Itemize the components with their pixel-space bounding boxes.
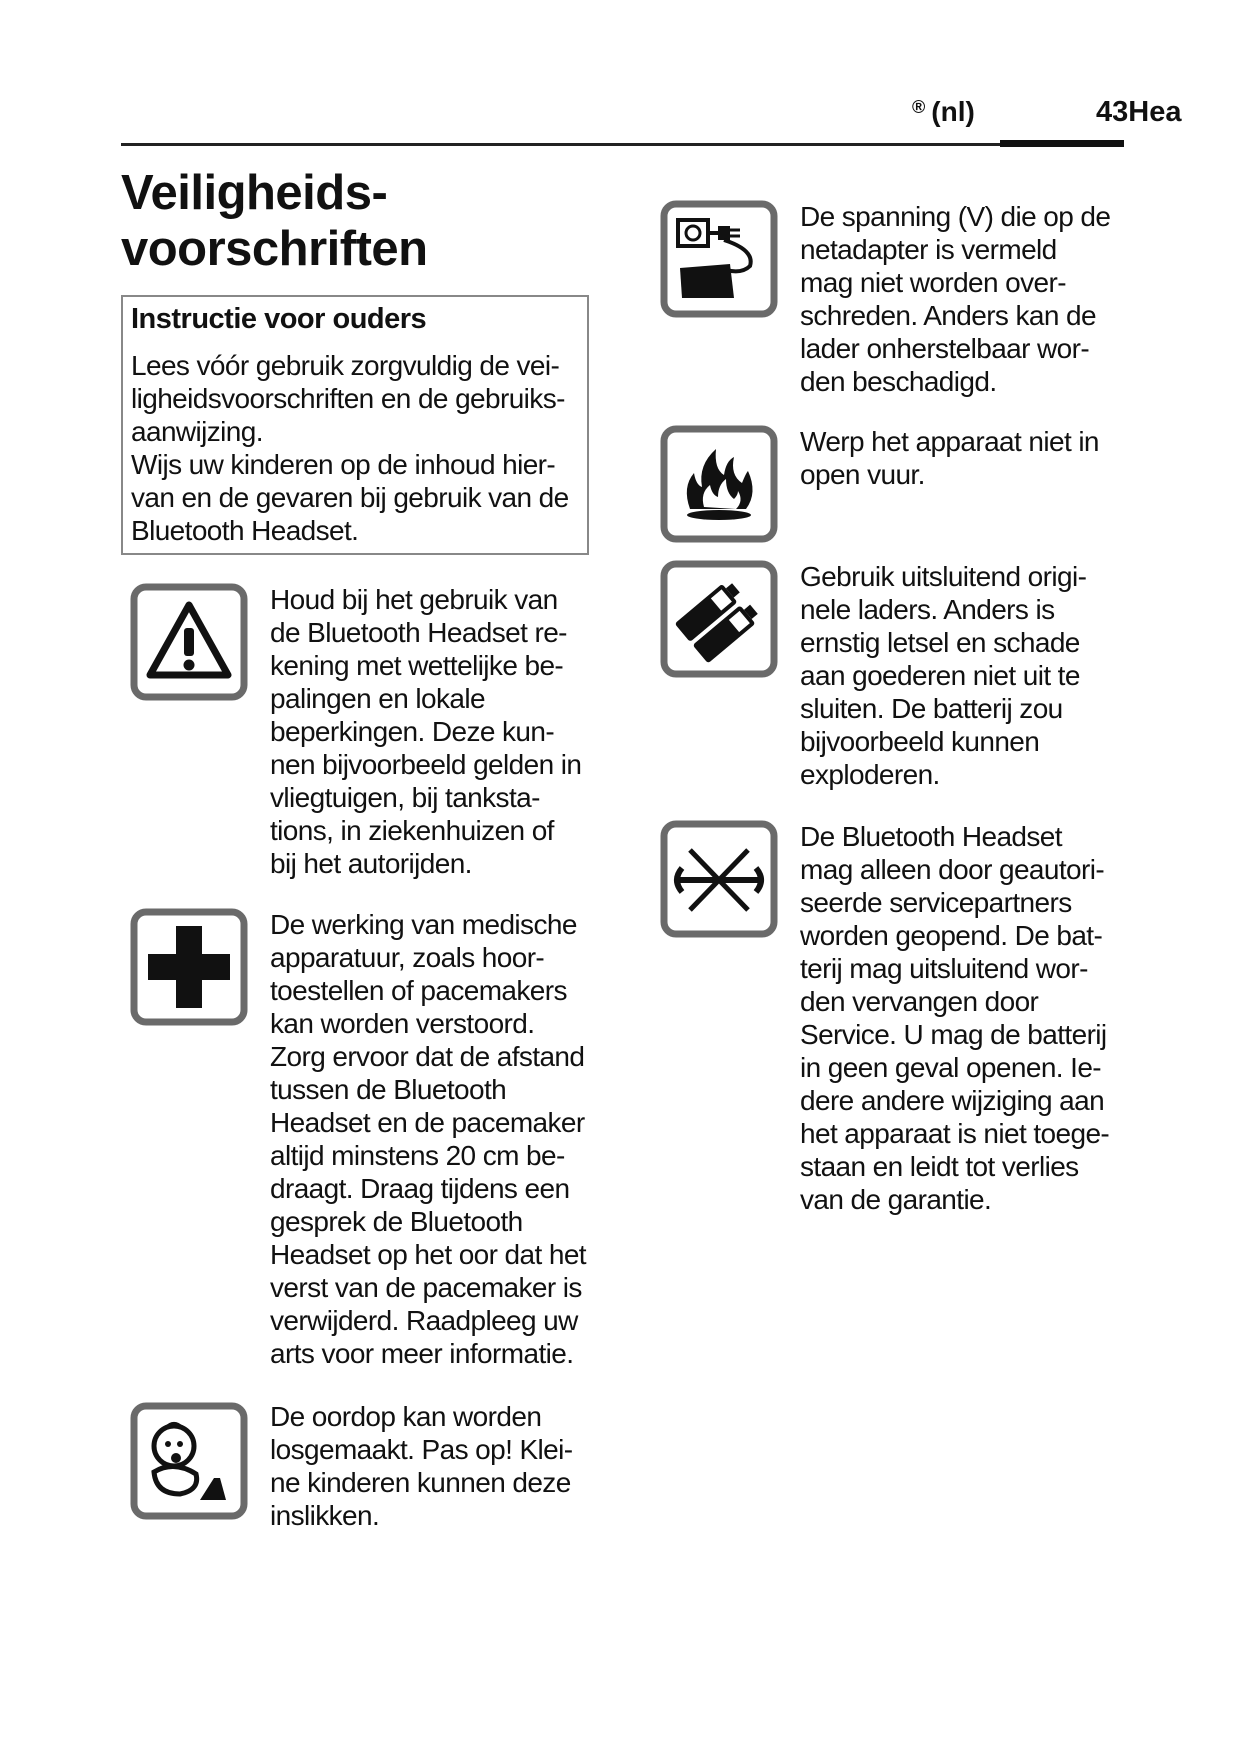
text-line: nele laders. Anders is bbox=[800, 594, 1055, 625]
text-line: seerde servicepartners bbox=[800, 887, 1072, 918]
text-line: De Bluetooth Headset bbox=[800, 821, 1062, 852]
text-line: Headset en de pacemaker bbox=[270, 1107, 585, 1138]
page-title bbox=[121, 165, 428, 277]
text-line: van en de gevaren bij gebruik van de bbox=[131, 482, 569, 513]
text-line: Houd bij het gebruik van bbox=[270, 584, 558, 615]
box-text bbox=[131, 349, 579, 547]
fire-icon bbox=[660, 425, 778, 543]
medical-text bbox=[270, 908, 586, 1370]
text-line: de Bluetooth Headset re- bbox=[270, 617, 567, 648]
text-line: het apparaat is niet toege- bbox=[800, 1118, 1110, 1149]
text-line: bijvoorbeeld kunnen bbox=[800, 726, 1040, 757]
text-line: schreden. Anders kan de bbox=[800, 300, 1096, 331]
text-line: open vuur. bbox=[800, 459, 925, 490]
text-line: Gebruik uitsluitend origi- bbox=[800, 561, 1087, 592]
medical-cross-icon bbox=[130, 908, 248, 1026]
text-line: losgemaakt. Pas op! Klei- bbox=[270, 1434, 573, 1465]
text-line: De werking van medische bbox=[270, 909, 577, 940]
chargers-text bbox=[800, 560, 1086, 791]
text-line: Wijs uw kinderen op de inhoud hier- bbox=[131, 449, 556, 480]
text-line: Zorg ervoor dat de afstand bbox=[270, 1041, 585, 1072]
text-line: in geen geval openen. Ie- bbox=[800, 1052, 1102, 1083]
text-line: verst van de pacemaker is bbox=[270, 1272, 582, 1303]
text-line: arts voor meer informatie. bbox=[270, 1338, 574, 1369]
title-line: voorschriften bbox=[121, 222, 428, 276]
text-line: van de garantie. bbox=[800, 1184, 992, 1215]
title-line: Veiligheids- bbox=[121, 166, 388, 220]
text-line: tussen de Bluetooth bbox=[270, 1074, 507, 1105]
service-text bbox=[800, 820, 1109, 1216]
child-choking-icon bbox=[130, 1402, 248, 1520]
fire-text bbox=[800, 425, 1099, 491]
regulations-text bbox=[270, 583, 581, 880]
text-line: dere andere wijziging aan bbox=[800, 1085, 1105, 1116]
text-line: Werp het apparaat niet in bbox=[800, 426, 1099, 457]
text-line: gesprek de Bluetooth bbox=[270, 1206, 523, 1237]
text-line: toestellen of pacemakers bbox=[270, 975, 567, 1006]
text-line: aan goederen niet uit te bbox=[800, 660, 1080, 691]
text-line: Service. U mag de batterij bbox=[800, 1019, 1107, 1050]
text-line: verwijderd. Raadpleeg uw bbox=[270, 1305, 578, 1336]
text-line: ne kinderen kunnen deze bbox=[270, 1467, 571, 1498]
text-line: mag alleen door geautori- bbox=[800, 854, 1105, 885]
text-line: Lees vóór gebruik zorgvuldig de vei- bbox=[131, 350, 560, 381]
text-line: den beschadigd. bbox=[800, 366, 997, 397]
header-rule-accent bbox=[1000, 140, 1124, 147]
header-rule bbox=[121, 143, 1124, 146]
text-line: ligheidsvoorschriften en de gebruiks- bbox=[131, 383, 565, 414]
text-line: Bluetooth Headset. bbox=[131, 515, 359, 546]
text-line: ernstig letsel en schade bbox=[800, 627, 1080, 658]
text-line: inslikken. bbox=[270, 1500, 380, 1531]
voltage-text bbox=[800, 200, 1110, 398]
page-number: 43Hea bbox=[1096, 96, 1182, 128]
text-line: bij het autorijden. bbox=[270, 848, 472, 879]
text-line: den vervangen door bbox=[800, 986, 1039, 1017]
no-tools-icon bbox=[660, 820, 778, 938]
text-line: altijd minstens 20 cm be- bbox=[270, 1140, 565, 1171]
text-line: De oordop kan worden bbox=[270, 1401, 542, 1432]
registered-mark: ® bbox=[912, 97, 926, 117]
text-line: kan worden verstoord. bbox=[270, 1008, 535, 1039]
text-line: staan en leidt tot verlies bbox=[800, 1151, 1079, 1182]
text-line: palingen en lokale bbox=[270, 683, 485, 714]
children-text bbox=[270, 1400, 573, 1532]
text-line: nen bijvoorbeeld gelden in bbox=[270, 749, 582, 780]
text-line: De spanning (V) die op de bbox=[800, 201, 1111, 232]
text-line: kening met wettelijke be- bbox=[270, 650, 564, 681]
text-line: exploderen. bbox=[800, 759, 940, 790]
text-line: apparatuur, zoals hoor- bbox=[270, 942, 545, 973]
parent-instruction-box bbox=[121, 295, 589, 555]
text-line: vliegtuigen, bij tanksta- bbox=[270, 782, 540, 813]
text-line: lader onherstelbaar wor- bbox=[800, 333, 1090, 364]
battery-icon bbox=[660, 560, 778, 678]
text-line: netadapter is vermeld bbox=[800, 234, 1057, 265]
language-code: (nl) bbox=[931, 96, 975, 127]
warning-triangle-icon bbox=[130, 583, 248, 701]
text-line: beperkingen. Deze kun- bbox=[270, 716, 555, 747]
text-line: aanwijzing. bbox=[131, 416, 263, 447]
text-line: worden geopend. De bat- bbox=[800, 920, 1103, 951]
power-adapter-icon bbox=[660, 200, 778, 318]
text-line: tions, in ziekenhuizen of bbox=[270, 815, 554, 846]
box-title: Instructie voor ouders bbox=[131, 303, 427, 335]
header-language bbox=[912, 96, 975, 128]
text-line: mag niet worden over- bbox=[800, 267, 1066, 298]
text-line: sluiten. De batterij zou bbox=[800, 693, 1063, 724]
text-line: terij mag uitsluitend wor- bbox=[800, 953, 1088, 984]
text-line: Headset op het oor dat het bbox=[270, 1239, 586, 1270]
text-line: draagt. Draag tijdens een bbox=[270, 1173, 570, 1204]
